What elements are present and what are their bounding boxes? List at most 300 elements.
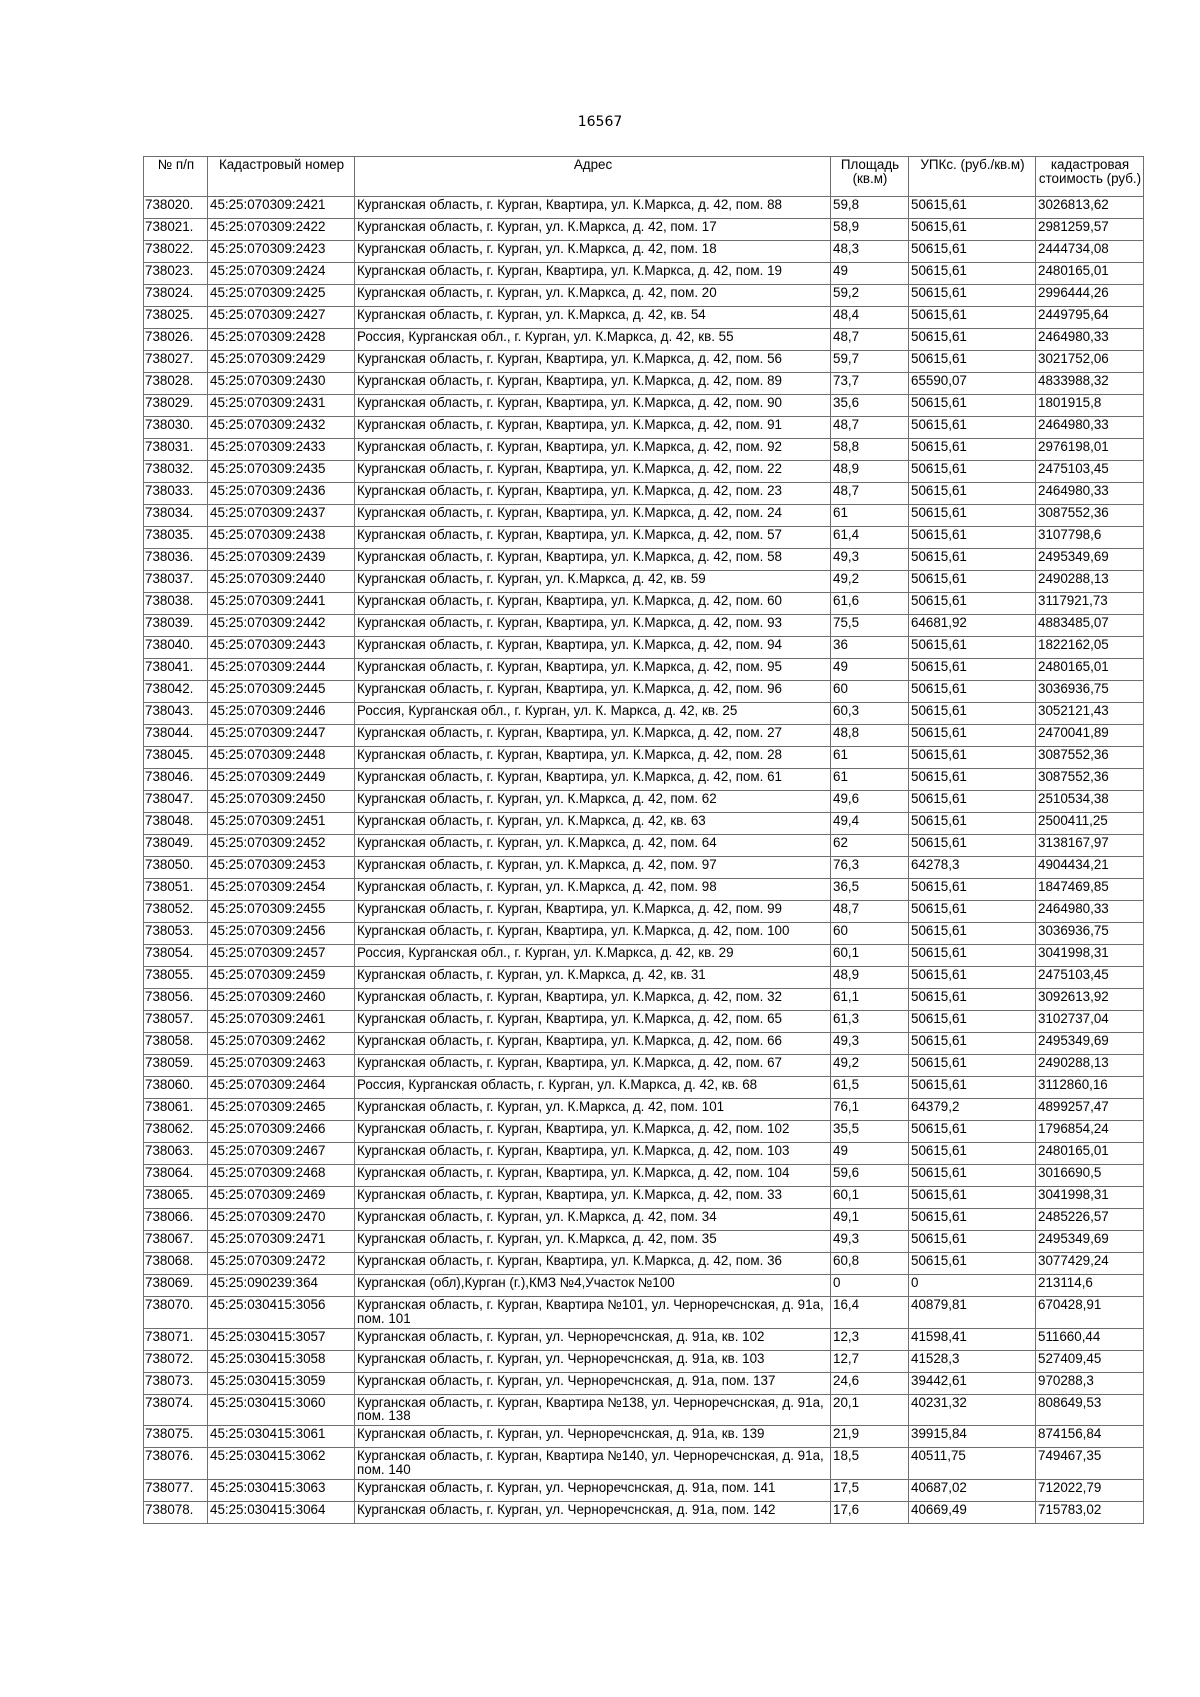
address-cell: Курганская область, г. Курган, ул. К.Маркса, д. 42, пом. 35 — [355, 1231, 831, 1253]
address-cell: Курганская область, г. Курган, Квартира, ул. К.Маркса, д. 42, пом. 36 — [355, 1253, 831, 1275]
upks-cell: 50615,61 — [909, 1165, 1036, 1187]
table-row — [144, 967, 1144, 989]
row-number-cell: 738065. — [144, 1187, 208, 1209]
row-number-cell: 738061. — [144, 1099, 208, 1121]
cadastral-value-cell: 3112860,16 — [1036, 1077, 1144, 1099]
cadastral-number-cell: 45:25:070309:2466 — [208, 1121, 355, 1143]
cadastral-value-cell: 2510534,38 — [1036, 791, 1144, 813]
address-cell: Россия, Курганская обл., г. Курган, ул. К. Маркса, д. 42, кв. 25 — [355, 703, 831, 725]
cadastral-value-cell: 2495349,69 — [1036, 1033, 1144, 1055]
upks-cell: 50615,61 — [909, 505, 1036, 527]
cadastral-number-cell: 45:25:070309:2449 — [208, 769, 355, 791]
table-row — [144, 989, 1144, 1011]
area-cell: 59,6 — [831, 1165, 909, 1187]
area-cell: 60,1 — [831, 1187, 909, 1209]
row-number-cell: 738074. — [144, 1394, 208, 1426]
area-cell: 35,5 — [831, 1121, 909, 1143]
upks-cell: 50615,61 — [909, 461, 1036, 483]
cadastral-value-cell: 3138167,97 — [1036, 835, 1144, 857]
upks-cell: 50615,61 — [909, 285, 1036, 307]
table-row — [144, 483, 1144, 505]
address-cell: Курганская область, г. Курган, Квартира, ул. К.Маркса, д. 42, пом. 90 — [355, 395, 831, 417]
cadastral-value-cell: 3117921,73 — [1036, 593, 1144, 615]
table-row — [144, 769, 1144, 791]
area-cell: 12,3 — [831, 1328, 909, 1350]
table-row — [144, 1479, 1144, 1501]
area-cell: 61 — [831, 769, 909, 791]
cadastral-number-cell: 45:25:030415:3062 — [208, 1448, 355, 1480]
cadastral-number-cell: 45:25:070309:2455 — [208, 901, 355, 923]
row-number-cell: 738030. — [144, 417, 208, 439]
cadastral-value-cell: 3041998,31 — [1036, 1187, 1144, 1209]
cadastral-number-cell: 45:25:070309:2469 — [208, 1187, 355, 1209]
cadastral-value-cell: 2464980,33 — [1036, 483, 1144, 505]
address-cell: Курганская область, г. Курган, ул. К.Маркса, д. 42, кв. 31 — [355, 967, 831, 989]
cadastral-value-cell: 2996444,26 — [1036, 285, 1144, 307]
cadastral-value-cell: 3087552,36 — [1036, 505, 1144, 527]
cadastral-value-cell: 2490288,13 — [1036, 1055, 1144, 1077]
table-row — [144, 747, 1144, 769]
address-cell: Курганская область, г. Курган, ул. К.Маркса, д. 42, пом. 34 — [355, 1209, 831, 1231]
row-number-cell: 738024. — [144, 285, 208, 307]
area-cell: 49,2 — [831, 1055, 909, 1077]
area-cell: 76,3 — [831, 857, 909, 879]
cadastral-number-cell: 45:25:070309:2459 — [208, 967, 355, 989]
cadastral-number-cell: 45:25:030415:3060 — [208, 1394, 355, 1426]
table-body — [144, 197, 1144, 1524]
row-number-cell: 738073. — [144, 1372, 208, 1394]
row-number-cell: 738036. — [144, 549, 208, 571]
table-row — [144, 1372, 1144, 1394]
cadastral-number-cell: 45:25:070309:2463 — [208, 1055, 355, 1077]
address-cell: Курганская область, г. Курган, ул. К.Маркса, д. 42, пом. 20 — [355, 285, 831, 307]
upks-cell: 50615,61 — [909, 329, 1036, 351]
address-cell: Курганская область, г. Курган, ул. К.Маркса, д. 42, кв. 63 — [355, 813, 831, 835]
cadastral-value-cell: 3036936,75 — [1036, 681, 1144, 703]
table-row — [144, 1033, 1144, 1055]
cadastral-value-cell: 2490288,13 — [1036, 571, 1144, 593]
row-number-cell: 738034. — [144, 505, 208, 527]
cadastral-value-cell: 874156,84 — [1036, 1426, 1144, 1448]
row-number-cell: 738044. — [144, 725, 208, 747]
header-upks: УПКс. (руб./кв.м) — [909, 157, 1036, 197]
row-number-cell: 738022. — [144, 241, 208, 263]
header-cadastral-number: Кадастровый номер — [208, 157, 355, 197]
cadastral-number-cell: 45:25:070309:2454 — [208, 879, 355, 901]
address-cell: Курганская область, г. Курган, ул. Черноречснская, д. 91а, кв. 102 — [355, 1328, 831, 1350]
row-number-cell: 738075. — [144, 1426, 208, 1448]
table-row — [144, 527, 1144, 549]
area-cell: 59,8 — [831, 197, 909, 219]
upks-cell: 65590,07 — [909, 373, 1036, 395]
address-cell: Курганская область, г. Курган, Квартира, ул. К.Маркса, д. 42, пом. 100 — [355, 923, 831, 945]
upks-cell: 50615,61 — [909, 1055, 1036, 1077]
row-number-cell: 738029. — [144, 395, 208, 417]
upks-cell: 50615,61 — [909, 747, 1036, 769]
cadastral-number-cell: 45:25:070309:2448 — [208, 747, 355, 769]
upks-cell: 50615,61 — [909, 1143, 1036, 1165]
address-cell: Курганская область, г. Курган, ул. К.Маркса, д. 42, пом. 101 — [355, 1099, 831, 1121]
cadastral-number-cell: 45:25:070309:2436 — [208, 483, 355, 505]
table-row — [144, 549, 1144, 571]
area-cell: 49 — [831, 1143, 909, 1165]
area-cell: 61,6 — [831, 593, 909, 615]
cadastral-value-cell: 2464980,33 — [1036, 329, 1144, 351]
cadastral-number-cell: 45:25:070309:2462 — [208, 1033, 355, 1055]
row-number-cell: 738051. — [144, 879, 208, 901]
row-number-cell: 738041. — [144, 659, 208, 681]
row-number-cell: 738043. — [144, 703, 208, 725]
address-cell: Курганская область, г. Курган, ул. К.Маркса, д. 42, кв. 54 — [355, 307, 831, 329]
area-cell: 60,8 — [831, 1253, 909, 1275]
table-row — [144, 791, 1144, 813]
upks-cell: 40669,49 — [909, 1501, 1036, 1523]
cadastral-number-cell: 45:25:070309:2461 — [208, 1011, 355, 1033]
area-cell: 48,4 — [831, 307, 909, 329]
address-cell: Курганская область, г. Курган, Квартира, ул. К.Маркса, д. 42, пом. 24 — [355, 505, 831, 527]
cadastral-number-cell: 45:25:070309:2471 — [208, 1231, 355, 1253]
cadastral-number-cell: 45:25:070309:2424 — [208, 263, 355, 285]
table-row — [144, 725, 1144, 747]
cadastral-value-cell: 511660,44 — [1036, 1328, 1144, 1350]
area-cell: 20,1 — [831, 1394, 909, 1426]
address-cell: Курганская область, г. Курган, Квартира, ул. К.Маркса, д. 42, пом. 67 — [355, 1055, 831, 1077]
upks-cell: 50615,61 — [909, 263, 1036, 285]
area-cell: 18,5 — [831, 1448, 909, 1480]
upks-cell: 50615,61 — [909, 549, 1036, 571]
address-cell: Курганская область, г. Курган, Квартира, ул. К.Маркса, д. 42, пом. 27 — [355, 725, 831, 747]
address-cell: Курганская область, г. Курган, Квартира, ул. К.Маркса, д. 42, пом. 103 — [355, 1143, 831, 1165]
cadastral-value-cell: 2495349,69 — [1036, 1231, 1144, 1253]
row-number-cell: 738070. — [144, 1297, 208, 1329]
address-cell: Курганская область, г. Курган, Квартира, ул. К.Маркса, д. 42, пом. 93 — [355, 615, 831, 637]
row-number-cell: 738020. — [144, 197, 208, 219]
address-cell: Курганская область, г. Курган, Квартира, ул. К.Маркса, д. 42, пом. 96 — [355, 681, 831, 703]
cadastral-number-cell: 45:25:070309:2422 — [208, 219, 355, 241]
cadastral-number-cell: 45:25:070309:2437 — [208, 505, 355, 527]
row-number-cell: 738025. — [144, 307, 208, 329]
row-number-cell: 738057. — [144, 1011, 208, 1033]
row-number-cell: 738021. — [144, 219, 208, 241]
area-cell: 60 — [831, 681, 909, 703]
row-number-cell: 738023. — [144, 263, 208, 285]
area-cell: 49,4 — [831, 813, 909, 835]
area-cell: 73,7 — [831, 373, 909, 395]
upks-cell: 64681,92 — [909, 615, 1036, 637]
cadastral-value-cell: 970288,3 — [1036, 1372, 1144, 1394]
row-number-cell: 738037. — [144, 571, 208, 593]
upks-cell: 50615,61 — [909, 681, 1036, 703]
table-row — [144, 263, 1144, 285]
upks-cell: 50615,61 — [909, 725, 1036, 747]
row-number-cell: 738060. — [144, 1077, 208, 1099]
area-cell: 59,7 — [831, 351, 909, 373]
area-cell: 35,6 — [831, 395, 909, 417]
row-number-cell: 738054. — [144, 945, 208, 967]
cadastral-number-cell: 45:25:070309:2431 — [208, 395, 355, 417]
area-cell: 49,3 — [831, 1231, 909, 1253]
address-cell: Курганская область, г. Курган, Квартира, ул. К.Маркса, д. 42, пом. 92 — [355, 439, 831, 461]
table-row — [144, 571, 1144, 593]
table-row — [144, 681, 1144, 703]
cadastral-value-cell: 4833988,32 — [1036, 373, 1144, 395]
cadastral-number-cell: 45:25:070309:2464 — [208, 1077, 355, 1099]
upks-cell: 50615,61 — [909, 791, 1036, 813]
cadastral-value-cell: 3077429,24 — [1036, 1253, 1144, 1275]
cadastral-value-cell: 670428,91 — [1036, 1297, 1144, 1329]
area-cell: 48,3 — [831, 241, 909, 263]
address-cell: Курганская область, г. Курган, Квартира, ул. К.Маркса, д. 42, пом. 99 — [355, 901, 831, 923]
area-cell: 48,9 — [831, 967, 909, 989]
cadastral-value-cell: 3021752,06 — [1036, 351, 1144, 373]
cadastral-value-cell: 4904434,21 — [1036, 857, 1144, 879]
cadastral-value-cell: 4883485,07 — [1036, 615, 1144, 637]
row-number-cell: 738026. — [144, 329, 208, 351]
table-row — [144, 1448, 1144, 1480]
area-cell: 48,7 — [831, 901, 909, 923]
table-row — [144, 1275, 1144, 1297]
address-cell: Курганская область, г. Курган, ул. Черноречснская, д. 91а, кв. 139 — [355, 1426, 831, 1448]
row-number-cell: 738033. — [144, 483, 208, 505]
address-cell: Курганская область, г. Курган, Квартира, ул. К.Маркса, д. 42, пом. 60 — [355, 593, 831, 615]
table-row — [144, 637, 1144, 659]
address-cell: Курганская область, г. Курган, Квартира, ул. К.Маркса, д. 42, пом. 33 — [355, 1187, 831, 1209]
cadastral-number-cell: 45:25:070309:2427 — [208, 307, 355, 329]
table-row — [144, 1394, 1144, 1426]
upks-cell: 50615,61 — [909, 483, 1036, 505]
area-cell: 0 — [831, 1275, 909, 1297]
cadastral-number-cell: 45:25:070309:2447 — [208, 725, 355, 747]
cadastral-number-cell: 45:25:070309:2429 — [208, 351, 355, 373]
upks-cell: 50615,61 — [909, 351, 1036, 373]
address-cell: Курганская область, г. Курган, ул. К.Маркса, д. 42, пом. 97 — [355, 857, 831, 879]
cadastral-number-cell: 45:25:070309:2442 — [208, 615, 355, 637]
row-number-cell: 738064. — [144, 1165, 208, 1187]
cadastral-table — [143, 156, 1144, 1524]
upks-cell: 50615,61 — [909, 967, 1036, 989]
upks-cell: 50615,61 — [909, 923, 1036, 945]
upks-cell: 40879,81 — [909, 1297, 1036, 1329]
page-number: 16567 — [577, 114, 623, 130]
upks-cell: 64278,3 — [909, 857, 1036, 879]
table-row — [144, 1350, 1144, 1372]
table-row — [144, 1253, 1144, 1275]
cadastral-value-cell: 2475103,45 — [1036, 967, 1144, 989]
area-cell: 17,5 — [831, 1479, 909, 1501]
table-row — [144, 1165, 1144, 1187]
area-cell: 49 — [831, 659, 909, 681]
cadastral-value-cell: 1822162,05 — [1036, 637, 1144, 659]
cadastral-number-cell: 45:25:070309:2441 — [208, 593, 355, 615]
table-row — [144, 1297, 1144, 1329]
cadastral-number-cell: 45:25:070309:2438 — [208, 527, 355, 549]
cadastral-number-cell: 45:25:070309:2472 — [208, 1253, 355, 1275]
cadastral-value-cell: 2480165,01 — [1036, 1143, 1144, 1165]
table-row — [144, 307, 1144, 329]
cadastral-number-cell: 45:25:090239:364 — [208, 1275, 355, 1297]
upks-cell: 40687,02 — [909, 1479, 1036, 1501]
row-number-cell: 738062. — [144, 1121, 208, 1143]
area-cell: 58,8 — [831, 439, 909, 461]
table-row — [144, 395, 1144, 417]
cadastral-number-cell: 45:25:070309:2453 — [208, 857, 355, 879]
upks-cell: 50615,61 — [909, 571, 1036, 593]
upks-cell: 50615,61 — [909, 1121, 1036, 1143]
cadastral-value-cell: 2480165,01 — [1036, 659, 1144, 681]
header-address: Адрес — [355, 157, 831, 197]
address-cell: Курганская область, г. Курган, Квартира №140, ул. Черноречснская, д. 91а, пом. 140 — [355, 1448, 831, 1480]
address-cell: Курганская область, г. Курган, Квартира, ул. К.Маркса, д. 42, пом. 65 — [355, 1011, 831, 1033]
table-row — [144, 1055, 1144, 1077]
row-number-cell: 738063. — [144, 1143, 208, 1165]
area-cell: 49,6 — [831, 791, 909, 813]
table-row — [144, 813, 1144, 835]
cadastral-value-cell: 3087552,36 — [1036, 769, 1144, 791]
cadastral-value-cell: 3102737,04 — [1036, 1011, 1144, 1033]
area-cell: 49 — [831, 263, 909, 285]
address-cell: Курганская область, г. Курган, Квартира, ул. К.Маркса, д. 42, пом. 56 — [355, 351, 831, 373]
cadastral-value-cell: 2480165,01 — [1036, 263, 1144, 285]
row-number-cell: 738078. — [144, 1501, 208, 1523]
row-number-cell: 738048. — [144, 813, 208, 835]
upks-cell: 50615,61 — [909, 197, 1036, 219]
row-number-cell: 738055. — [144, 967, 208, 989]
cadastral-number-cell: 45:25:030415:3063 — [208, 1479, 355, 1501]
cadastral-number-cell: 45:25:070309:2430 — [208, 373, 355, 395]
area-cell: 48,7 — [831, 417, 909, 439]
area-cell: 60,3 — [831, 703, 909, 725]
row-number-cell: 738052. — [144, 901, 208, 923]
cadastral-number-cell: 45:25:030415:3061 — [208, 1426, 355, 1448]
row-number-cell: 738038. — [144, 593, 208, 615]
row-number-cell: 738058. — [144, 1033, 208, 1055]
cadastral-value-cell: 3041998,31 — [1036, 945, 1144, 967]
cadastral-value-cell: 712022,79 — [1036, 1479, 1144, 1501]
address-cell: Курганская область, г. Курган, Квартира, ул. К.Маркса, д. 42, пом. 28 — [355, 747, 831, 769]
table-row — [144, 1426, 1144, 1448]
table-row — [144, 1328, 1144, 1350]
cadastral-number-cell: 45:25:070309:2450 — [208, 791, 355, 813]
address-cell: Курганская область, г. Курган, ул. Черноречснская, д. 91а, пом. 141 — [355, 1479, 831, 1501]
upks-cell: 50615,61 — [909, 439, 1036, 461]
area-cell: 12,7 — [831, 1350, 909, 1372]
area-cell: 75,5 — [831, 615, 909, 637]
area-cell: 36,5 — [831, 879, 909, 901]
upks-cell: 50615,61 — [909, 1011, 1036, 1033]
upks-cell: 50615,61 — [909, 879, 1036, 901]
address-cell: Курганская область, г. Курган, Квартира, ул. К.Маркса, д. 42, пом. 94 — [355, 637, 831, 659]
cadastral-number-cell: 45:25:070309:2439 — [208, 549, 355, 571]
upks-cell: 64379,2 — [909, 1099, 1036, 1121]
table-row — [144, 945, 1144, 967]
upks-cell: 50615,61 — [909, 593, 1036, 615]
cadastral-value-cell: 2449795,64 — [1036, 307, 1144, 329]
table-row — [144, 1231, 1144, 1253]
table-row — [144, 901, 1144, 923]
cadastral-number-cell: 45:25:030415:3056 — [208, 1297, 355, 1329]
area-cell: 49,1 — [831, 1209, 909, 1231]
row-number-cell: 738049. — [144, 835, 208, 857]
cadastral-number-cell: 45:25:070309:2432 — [208, 417, 355, 439]
area-cell: 60 — [831, 923, 909, 945]
address-cell: Курганская область, г. Курган, Квартира, ул. К.Маркса, д. 42, пом. 66 — [355, 1033, 831, 1055]
upks-cell: 40231,32 — [909, 1394, 1036, 1426]
area-cell: 61 — [831, 505, 909, 527]
cadastral-number-cell: 45:25:070309:2446 — [208, 703, 355, 725]
cadastral-value-cell: 2464980,33 — [1036, 417, 1144, 439]
upks-cell: 39915,84 — [909, 1426, 1036, 1448]
row-number-cell: 738050. — [144, 857, 208, 879]
address-cell: Курганская область, г. Курган, Квартира, ул. К.Маркса, д. 42, пом. 91 — [355, 417, 831, 439]
cadastral-number-cell: 45:25:070309:2423 — [208, 241, 355, 263]
upks-cell: 50615,61 — [909, 417, 1036, 439]
upks-cell: 50615,61 — [909, 989, 1036, 1011]
area-cell: 61 — [831, 747, 909, 769]
area-cell: 49,3 — [831, 1033, 909, 1055]
upks-cell: 50615,61 — [909, 637, 1036, 659]
cadastral-value-cell: 1801915,8 — [1036, 395, 1144, 417]
address-cell: Курганская область, г. Курган, ул. К.Маркса, д. 42, пом. 98 — [355, 879, 831, 901]
cadastral-number-cell: 45:25:030415:3057 — [208, 1328, 355, 1350]
cadastral-value-cell: 213114,6 — [1036, 1275, 1144, 1297]
table-row — [144, 197, 1144, 219]
cadastral-number-cell: 45:25:070309:2457 — [208, 945, 355, 967]
upks-cell: 40511,75 — [909, 1448, 1036, 1480]
address-cell: Курганская область, г. Курган, Квартира, ул. К.Маркса, д. 42, пом. 89 — [355, 373, 831, 395]
address-cell: Россия, Курганская обл., г. Курган, ул. К.Маркса, д. 42, кв. 29 — [355, 945, 831, 967]
area-cell: 21,9 — [831, 1426, 909, 1448]
cadastral-value-cell: 1847469,85 — [1036, 879, 1144, 901]
cadastral-number-cell: 45:25:070309:2421 — [208, 197, 355, 219]
area-cell: 61,3 — [831, 1011, 909, 1033]
header-number: № п/п — [144, 157, 208, 197]
cadastral-value-cell: 4899257,47 — [1036, 1099, 1144, 1121]
upks-cell: 50615,61 — [909, 945, 1036, 967]
upks-cell: 0 — [909, 1275, 1036, 1297]
area-cell: 16,4 — [831, 1297, 909, 1329]
area-cell: 61,1 — [831, 989, 909, 1011]
table-row — [144, 1187, 1144, 1209]
table-row — [144, 923, 1144, 945]
cadastral-number-cell: 45:25:070309:2435 — [208, 461, 355, 483]
area-cell: 62 — [831, 835, 909, 857]
upks-cell: 41598,41 — [909, 1328, 1036, 1350]
area-cell: 48,7 — [831, 329, 909, 351]
address-cell: Курганская область, г. Курган, Квартира, ул. К.Маркса, д. 42, пом. 61 — [355, 769, 831, 791]
table-row — [144, 285, 1144, 307]
upks-cell: 50615,61 — [909, 1033, 1036, 1055]
upks-cell: 50615,61 — [909, 1209, 1036, 1231]
address-cell: Курганская область, г. Курган, ул. Черноречснская, д. 91а, пом. 142 — [355, 1501, 831, 1523]
cadastral-value-cell: 3016690,5 — [1036, 1165, 1144, 1187]
upks-cell: 41528,3 — [909, 1350, 1036, 1372]
address-cell: Курганская область, г. Курган, Квартира, ул. К.Маркса, д. 42, пом. 57 — [355, 527, 831, 549]
area-cell: 59,2 — [831, 285, 909, 307]
row-number-cell: 738040. — [144, 637, 208, 659]
table-row — [144, 835, 1144, 857]
cadastral-number-cell: 45:25:070309:2452 — [208, 835, 355, 857]
cadastral-value-cell: 3036936,75 — [1036, 923, 1144, 945]
cadastral-value-cell: 1796854,24 — [1036, 1121, 1144, 1143]
cadastral-value-cell: 2500411,25 — [1036, 813, 1144, 835]
table-row — [144, 1011, 1144, 1033]
table-row — [144, 241, 1144, 263]
cadastral-value-cell: 2495349,69 — [1036, 549, 1144, 571]
cadastral-number-cell: 45:25:070309:2428 — [208, 329, 355, 351]
cadastral-value-cell: 2976198,01 — [1036, 439, 1144, 461]
address-cell: Курганская область, г. Курган, Квартира, ул. К.Маркса, д. 42, пом. 19 — [355, 263, 831, 285]
cadastral-number-cell: 45:25:030415:3064 — [208, 1501, 355, 1523]
